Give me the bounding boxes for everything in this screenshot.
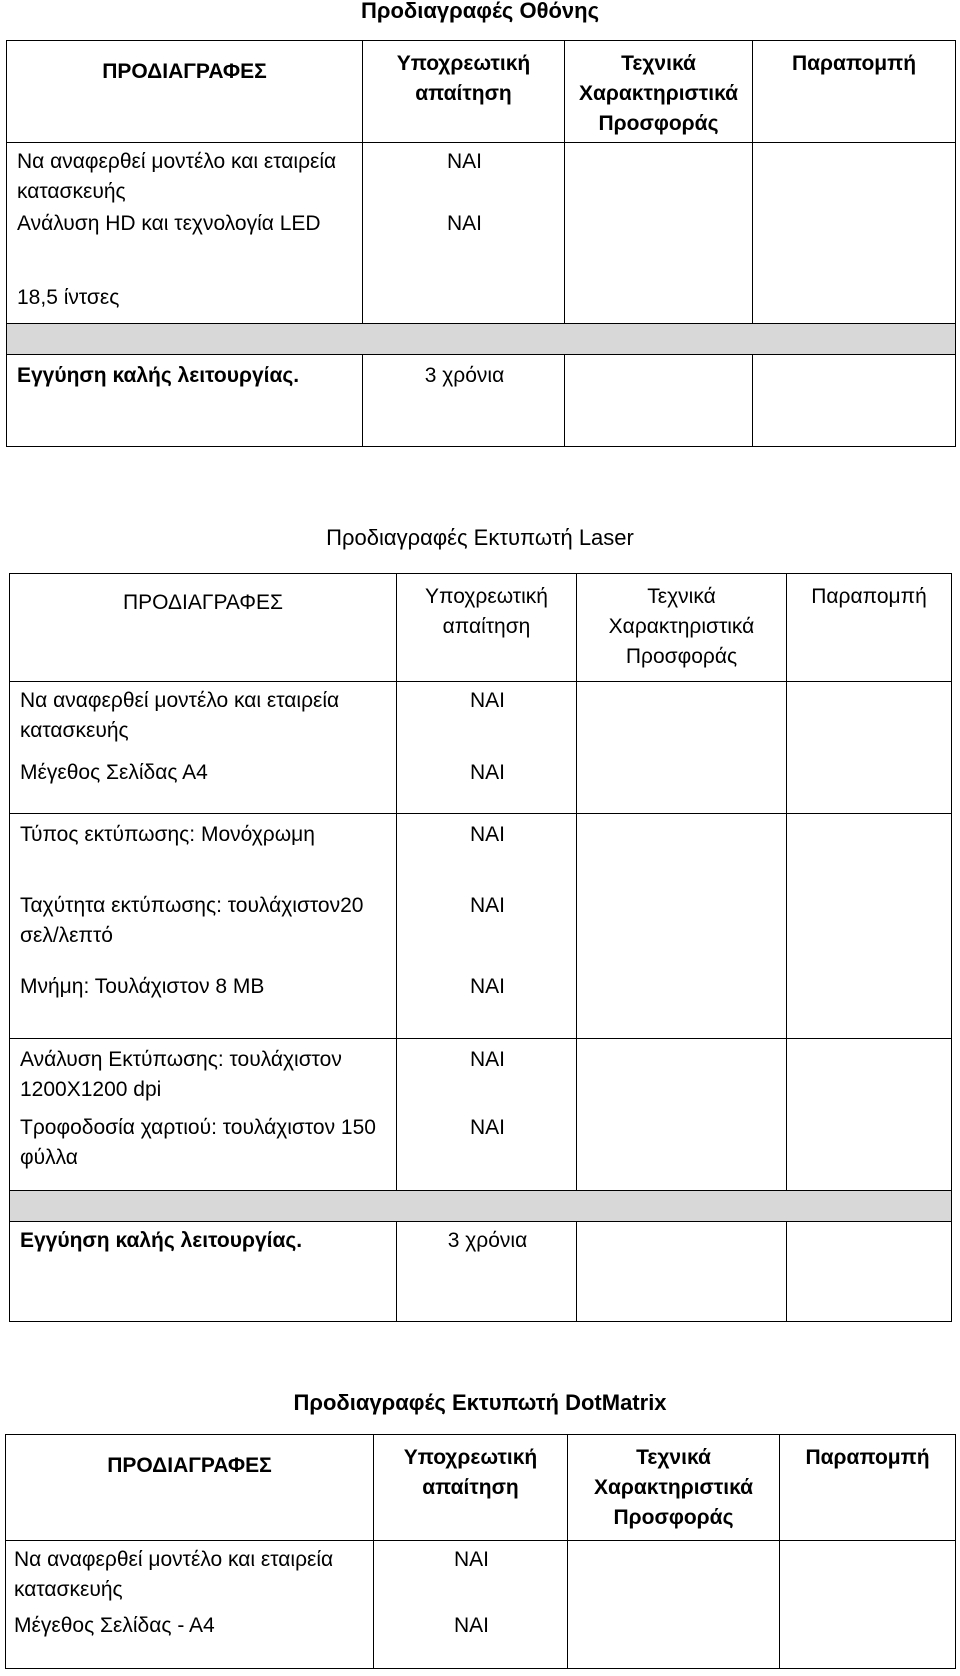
spec-cell: Ανάλυση Εκτύπωσης: τουλάχιστον 1200Χ1200 dpi	[10, 1039, 397, 1111]
header-reference: Παραπομπή	[753, 41, 956, 143]
required-cell: ΝΑΙ	[363, 143, 565, 208]
table-row	[7, 143, 956, 208]
offer-cell[interactable]	[577, 814, 787, 1039]
header-offer: Τεχνικά Χαρακτηριστικά Προσφοράς	[568, 1435, 780, 1541]
dotmatrix-section-title: Προδιαγραφές Εκτυπωτή DotMatrix	[293, 1390, 667, 1415]
gray-separator	[7, 323, 956, 354]
table-row	[6, 1541, 956, 1607]
reference-cell[interactable]	[780, 1541, 956, 1669]
table-row	[10, 1039, 952, 1111]
reference-cell[interactable]	[787, 682, 952, 814]
offer-cell[interactable]	[565, 143, 753, 324]
warranty-row	[7, 354, 956, 446]
spec-cell: Μέγεθος Σελίδας Α4	[10, 748, 397, 814]
screen-section-title: Προδιαγραφές Οθόνης	[360, 0, 600, 23]
spec-cell: Να αναφερθεί μοντέλο και εταιρεία κατασκευής	[10, 682, 397, 748]
warranty-offer-cell[interactable]	[577, 1222, 787, 1322]
gray-separator	[10, 1191, 952, 1222]
required-cell: ΝΑΙ	[397, 964, 577, 1039]
header-spec: ΠΡΟΔΙΑΓΡΑΦΕΣ	[10, 574, 397, 682]
spec-cell: Μνήμη: Τουλάχιστον 8 MB	[10, 964, 397, 1039]
header-offer: Τεχνικά Χαρακτηριστικά Προσφοράς	[577, 574, 787, 682]
warranty-row	[10, 1222, 952, 1322]
screen-spec-table	[6, 40, 956, 447]
warranty-spec-cell: Εγγύηση καλής λειτουργίας.	[7, 354, 363, 446]
warranty-spec-cell: Εγγύηση καλής λειτουργίας.	[10, 1222, 397, 1322]
gray-separator-row	[10, 1191, 952, 1222]
header-required: Υποχρεωτική απαίτηση	[397, 574, 577, 682]
header-row	[6, 1435, 956, 1541]
spec-cell: Τροφοδοσία χαρτιού: τουλάχιστον 150 φύλλα	[10, 1111, 397, 1191]
header-row	[7, 41, 956, 143]
header-reference: Παραπομπή	[787, 574, 952, 682]
header-spec: ΠΡΟΔΙΑΓΡΑΦΕΣ	[6, 1435, 374, 1541]
required-cell: ΝΑΙ	[374, 1541, 568, 1607]
required-cell: ΝΑΙ	[397, 682, 577, 748]
reference-cell[interactable]	[787, 814, 952, 1039]
spec-cell: Τύπος εκτύπωσης: Μονόχρωμη	[10, 814, 397, 889]
warranty-reference-cell[interactable]	[753, 354, 956, 446]
spec-cell: 18,5 ίντσες	[7, 271, 363, 323]
spec-cell: Να αναφερθεί μοντέλο και εταιρεία κατασκευής	[7, 143, 363, 208]
warranty-reference-cell[interactable]	[787, 1222, 952, 1322]
header-reference: Παραπομπή	[780, 1435, 956, 1541]
spec-cell: Να αναφερθεί μοντέλο και εταιρεία κατασκευής	[6, 1541, 374, 1607]
header-required: Υποχρεωτική απαίτηση	[374, 1435, 568, 1541]
header-row	[10, 574, 952, 682]
laser-spec-table	[9, 573, 952, 1322]
offer-cell[interactable]	[568, 1541, 780, 1669]
required-cell: ΝΑΙ	[397, 1111, 577, 1191]
spec-cell: Ταχύτητα εκτύπωσης: τουλάχιστον20 σελ/λεπτό	[10, 889, 397, 964]
header-required: Υποχρεωτική απαίτηση	[363, 41, 565, 143]
table-row	[10, 814, 952, 889]
reference-cell[interactable]	[787, 1039, 952, 1191]
offer-cell[interactable]	[577, 682, 787, 814]
required-cell	[363, 271, 565, 323]
table-row	[10, 682, 952, 748]
required-cell: ΝΑΙ	[374, 1607, 568, 1669]
required-cell: ΝΑΙ	[363, 207, 565, 271]
offer-cell[interactable]	[577, 1039, 787, 1191]
gray-separator-row	[7, 323, 956, 354]
required-cell: ΝΑΙ	[397, 748, 577, 814]
spec-cell: Μέγεθος Σελίδας - Α4	[6, 1607, 374, 1669]
warranty-offer-cell[interactable]	[565, 354, 753, 446]
header-offer: Τεχνικά Χαρακτηριστικά Προσφοράς	[565, 41, 753, 143]
required-cell: ΝΑΙ	[397, 889, 577, 964]
warranty-required-cell: 3 χρόνια	[363, 354, 565, 446]
header-spec: ΠΡΟΔΙΑΓΡΑΦΕΣ	[7, 41, 363, 143]
laser-section-title: Προδιαγραφές Εκτυπωτή Laser	[326, 525, 634, 550]
reference-cell[interactable]	[753, 143, 956, 324]
required-cell: ΝΑΙ	[397, 1039, 577, 1111]
required-cell: ΝΑΙ	[397, 814, 577, 889]
warranty-required-cell: 3 χρόνια	[397, 1222, 577, 1322]
spec-cell: Ανάλυση HD και τεχνολογία LED	[7, 207, 363, 271]
dotmatrix-spec-table	[5, 1434, 956, 1669]
